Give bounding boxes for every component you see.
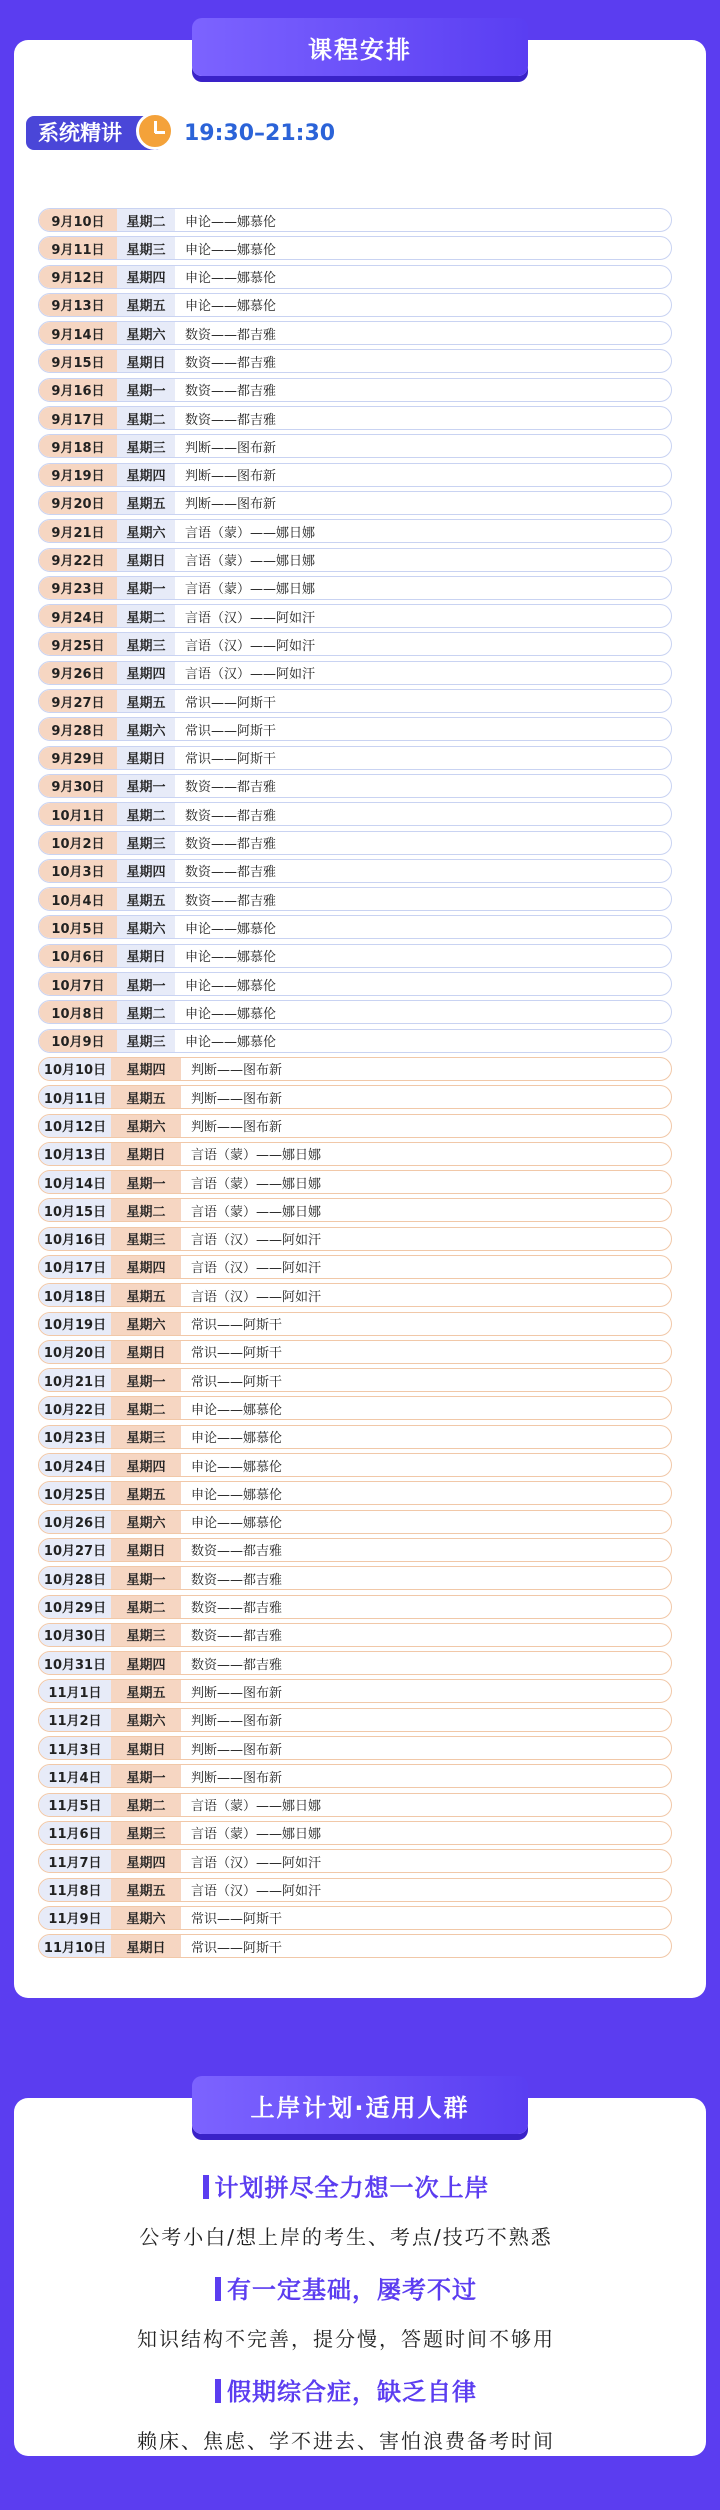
schedule-date: 9月26日 [39,662,117,684]
schedule-weekday: 星期五 [111,1284,181,1306]
schedule-course: 申论——娜慕伦 [191,1459,283,1475]
schedule-course: 言语（汉）——阿如汗 [185,667,316,683]
schedule-row [38,1085,672,1109]
schedule-date: 10月12日 [39,1115,111,1137]
schedule-row [38,944,672,968]
schedule-date: 10月1日 [39,803,117,825]
schedule-weekday: 星期四 [111,1850,181,1872]
schedule-weekday: 星期二 [111,1199,181,1221]
schedule-weekday: 星期日 [117,747,175,769]
schedule-course: 言语（汉）——阿如汗 [191,1855,322,1871]
schedule-row [38,576,672,600]
schedule-date: 9月21日 [39,520,117,542]
schedule-row [38,1708,672,1732]
schedule-date: 11月3日 [39,1737,111,1759]
schedule-course: 数资——都吉雅 [191,1629,283,1645]
schedule-course: 常识——阿斯干 [191,1940,283,1956]
schedule-row [38,1764,672,1788]
schedule-row [38,1368,672,1392]
schedule-date: 11月10日 [39,1935,111,1957]
schedule-weekday: 星期六 [117,322,175,344]
schedule-weekday: 星期一 [111,1171,181,1193]
schedule-weekday: 星期一 [111,1765,181,1787]
schedule-course: 常识——阿斯干 [191,1912,283,1928]
schedule-weekday: 星期六 [111,1511,181,1533]
schedule-course: 数资——都吉雅 [185,355,277,371]
schedule-course: 数资——都吉雅 [185,412,277,428]
schedule-course: 申论——娜慕伦 [191,1487,283,1503]
schedule-date: 10月30日 [39,1624,111,1646]
schedule-weekday: 星期五 [117,888,175,910]
schedule-date: 11月8日 [39,1879,111,1901]
schedule-weekday: 星期一 [111,1567,181,1589]
schedule-row [38,1029,672,1053]
schedule-weekday: 星期一 [117,577,175,599]
schedule-weekday: 星期六 [117,520,175,542]
schedule-row [38,1227,672,1251]
schedule-row [38,689,672,713]
schedule-course: 判断——图布新 [191,1091,283,1107]
schedule-row [38,859,672,883]
schedule-course: 言语（蒙）——娜日娜 [185,525,316,541]
schedule-course: 申论——娜慕伦 [185,1006,277,1022]
schedule-course: 数资——都吉雅 [185,780,277,796]
schedule-date: 10月29日 [39,1596,111,1618]
schedule-weekday: 星期日 [111,1143,181,1165]
schedule-row [38,1481,672,1505]
schedule-weekday: 星期五 [117,690,175,712]
audience-heading: 有一定基础，屡考不过 [227,2276,477,2304]
schedule-weekday: 星期日 [117,549,175,571]
schedule-date: 10月26日 [39,1511,111,1533]
schedule-course: 申论——娜慕伦 [185,214,277,230]
schedule-date: 10月24日 [39,1454,111,1476]
schedule-weekday: 星期三 [117,832,175,854]
audience-heading: 计划拼尽全力想一次上岸 [214,2174,490,2202]
schedule-date: 11月7日 [39,1850,111,1872]
schedule-date: 10月9日 [39,1030,117,1052]
schedule-course: 数资——都吉雅 [185,327,277,343]
schedule-date: 10月16日 [39,1228,111,1250]
audience-group [0,2372,692,2454]
schedule-date: 10月20日 [39,1341,111,1363]
schedule-row [38,1849,672,1873]
audience-title: 上岸计划·适用人群 [250,2093,470,2122]
schedule-list [38,208,672,1962]
schedule-course: 常识——阿斯干 [191,1318,283,1334]
schedule-row [38,378,672,402]
schedule-course: 常识——阿斯干 [185,695,277,711]
schedule-weekday: 星期一 [117,775,175,797]
schedule-weekday: 星期三 [111,1426,181,1448]
schedule-row [38,774,672,798]
schedule-course: 判断——图布新 [191,1120,283,1135]
schedule-course: 言语（汉）——阿如汗 [191,1261,322,1277]
schedule-weekday: 星期一 [117,973,175,995]
schedule-date: 9月12日 [39,266,117,288]
schedule-date: 10月14日 [39,1171,111,1193]
schedule-date: 10月13日 [39,1143,111,1165]
schedule-row [38,1396,672,1420]
schedule-date: 11月4日 [39,1765,111,1787]
audience-group [0,2270,692,2352]
schedule-date: 10月19日 [39,1313,111,1335]
audience-heading: 假期综合症，缺乏自律 [227,2378,477,2406]
schedule-weekday: 星期四 [117,266,175,288]
schedule-course: 申论——娜慕伦 [191,1516,283,1532]
schedule-course: 数资——都吉雅 [185,837,277,853]
schedule-row [38,548,672,572]
schedule-course: 数资——都吉雅 [185,808,277,824]
schedule-date: 9月28日 [39,718,117,740]
schedule-date: 10月27日 [39,1539,111,1561]
schedule-row [38,1623,672,1647]
session-label: 系统精讲 [38,121,122,145]
schedule-course: 数资——都吉雅 [191,1601,283,1617]
schedule-row [38,1821,672,1845]
schedule-date: 9月19日 [39,464,117,486]
schedule-course: 申论——娜慕伦 [185,978,277,994]
schedule-course: 判断——图布新 [191,1714,283,1730]
schedule-course: 言语（蒙）——娜日娜 [191,1204,322,1220]
schedule-date: 11月1日 [39,1680,111,1702]
schedule-weekday: 星期二 [117,605,175,627]
schedule-weekday: 星期三 [111,1624,181,1646]
schedule-row [38,1283,672,1307]
schedule-date: 9月15日 [39,350,117,372]
schedule-row [38,349,672,373]
schedule-weekday: 星期四 [111,1454,181,1476]
schedule-course: 申论——娜慕伦 [185,921,277,937]
schedule-row [38,1453,672,1477]
schedule-course: 判断——图布新 [191,1742,283,1758]
schedule-date: 10月22日 [39,1397,111,1419]
schedule-row [38,406,672,430]
schedule-date: 10月10日 [39,1058,111,1080]
schedule-date: 9月13日 [39,294,117,316]
audience-group [0,2168,692,2250]
schedule-date: 10月28日 [39,1567,111,1589]
schedule-course: 常识——阿斯干 [191,1346,283,1362]
schedule-course: 判断——图布新 [185,440,277,456]
schedule-weekday: 星期五 [111,1879,181,1901]
schedule-weekday: 星期二 [117,209,175,231]
schedule-course: 申论——娜慕伦 [185,950,277,966]
schedule-date: 9月24日 [39,605,117,627]
schedule-row [38,1170,672,1194]
schedule-weekday: 星期日 [117,945,175,967]
audience-text: 公考小白/想上岸的考生、考点/技巧不熟悉 [139,2225,553,2249]
schedule-date: 10月6日 [39,945,117,967]
schedule-course: 数资——都吉雅 [191,1572,283,1588]
schedule-row [38,831,672,855]
schedule-row [38,604,672,628]
schedule-row [38,1142,672,1166]
schedule-weekday: 星期五 [111,1680,181,1702]
schedule-date: 9月30日 [39,775,117,797]
schedule-date: 10月3日 [39,860,117,882]
schedule-date: 10月2日 [39,832,117,854]
schedule-date: 9月17日 [39,407,117,429]
schedule-row [38,1679,672,1703]
schedule-row [38,1793,672,1817]
schedule-course: 言语（汉）——阿如汗 [185,610,316,626]
schedule-date: 10月15日 [39,1199,111,1221]
schedule-row [38,632,672,656]
schedule-row [38,1425,672,1449]
schedule-course: 判断——图布新 [191,1063,283,1079]
session-label-tag [26,116,164,150]
schedule-course: 数资——都吉雅 [191,1544,283,1560]
schedule-weekday: 星期六 [111,1709,181,1731]
schedule-row [38,1510,672,1534]
schedule-row [38,1595,672,1619]
schedule-row [38,1114,672,1138]
schedule-row [38,915,672,939]
schedule-weekday: 星期日 [117,350,175,372]
schedule-course: 判断——图布新 [185,469,277,485]
schedule-date: 9月10日 [39,209,117,231]
schedule-row [38,293,672,317]
schedule-course: 判断——图布新 [185,497,277,513]
schedule-course: 数资——都吉雅 [191,1657,283,1673]
schedule-row [38,661,672,685]
schedule-course: 言语（蒙）——娜日娜 [191,1176,322,1192]
schedule-course: 言语（汉）——阿如汗 [191,1289,322,1305]
schedule-date: 11月9日 [39,1907,111,1929]
schedule-weekday: 星期五 [111,1086,181,1108]
schedule-row [38,321,672,345]
audience-text: 赖床、焦虑、学不进去、害怕浪费备考时间 [137,2429,555,2453]
schedule-row [38,887,672,911]
schedule-row [38,208,672,232]
schedule-course: 判断——图布新 [191,1685,283,1701]
schedule-date: 10月5日 [39,916,117,938]
schedule-date: 9月11日 [39,237,117,259]
schedule-course: 数资——都吉雅 [185,893,277,909]
schedule-course: 常识——阿斯干 [191,1374,283,1390]
schedule-weekday: 星期四 [117,662,175,684]
schedule-date: 9月16日 [39,379,117,401]
schedule-course: 申论——娜慕伦 [191,1431,283,1447]
schedule-weekday: 星期六 [117,718,175,740]
schedule-course: 言语（蒙）——娜日娜 [185,582,316,598]
schedule-course: 言语（汉）——阿如汗 [191,1884,322,1900]
schedule-weekday: 星期二 [111,1397,181,1419]
schedule-row [38,1255,672,1279]
schedule-weekday: 星期六 [111,1907,181,1929]
schedule-row [38,1312,672,1336]
bar-icon [215,2277,221,2301]
schedule-date: 11月6日 [39,1822,111,1844]
schedule-weekday: 星期四 [111,1652,181,1674]
schedule-weekday: 星期一 [111,1369,181,1391]
schedule-row [38,746,672,770]
schedule-course: 常识——阿斯干 [185,723,277,739]
schedule-row [38,1736,672,1760]
schedule-row [38,1566,672,1590]
bar-icon [203,2175,209,2199]
schedule-weekday: 星期四 [117,464,175,486]
schedule-weekday: 星期四 [111,1058,181,1080]
schedule-row [38,802,672,826]
schedule-weekday: 星期三 [117,1030,175,1052]
schedule-course: 言语（汉）——阿如汗 [191,1233,322,1249]
schedule-course: 常识——阿斯干 [185,752,277,768]
schedule-date: 9月22日 [39,549,117,571]
schedule-date: 9月29日 [39,747,117,769]
schedule-row [38,972,672,996]
schedule-course: 言语（蒙）——娜日娜 [191,1148,322,1164]
schedule-weekday: 星期日 [111,1737,181,1759]
schedule-weekday: 星期二 [117,407,175,429]
schedule-weekday: 星期五 [111,1482,181,1504]
schedule-title-banner [192,18,528,76]
audience-text: 知识结构不完善，提分慢，答题时间不够用 [137,2327,555,2351]
schedule-course: 言语（蒙）——娜日娜 [191,1827,322,1843]
schedule-row [38,1000,672,1024]
schedule-row [38,1651,672,1675]
schedule-date: 9月25日 [39,633,117,655]
schedule-row [38,1538,672,1562]
schedule-date: 10月11日 [39,1086,111,1108]
schedule-date: 10月23日 [39,1426,111,1448]
schedule-weekday: 星期一 [117,379,175,401]
schedule-course: 申论——娜慕伦 [185,299,277,315]
schedule-date: 10月8日 [39,1001,117,1023]
schedule-date: 9月18日 [39,435,117,457]
schedule-row [38,1198,672,1222]
schedule-row [38,717,672,741]
schedule-course: 言语（蒙）——娜日娜 [191,1799,322,1815]
schedule-row [38,1934,672,1958]
schedule-weekday: 星期三 [117,435,175,457]
schedule-title: 课程安排 [308,35,412,64]
schedule-course: 申论——娜慕伦 [191,1402,283,1418]
schedule-date: 10月4日 [39,888,117,910]
schedule-weekday: 星期日 [111,1341,181,1363]
schedule-weekday: 星期二 [111,1596,181,1618]
schedule-weekday: 星期五 [117,492,175,514]
schedule-weekday: 星期三 [117,633,175,655]
schedule-weekday: 星期二 [117,1001,175,1023]
schedule-course: 数资——都吉雅 [185,384,277,400]
schedule-course: 判断——图布新 [191,1770,283,1786]
schedule-weekday: 星期四 [111,1256,181,1278]
schedule-date: 9月14日 [39,322,117,344]
session-header [26,114,335,152]
schedule-course: 申论——娜慕伦 [185,242,277,258]
session-time: 19:30–21:30 [184,120,336,146]
audience-title-banner [192,2076,528,2134]
clock-icon [136,112,174,150]
schedule-weekday: 星期三 [117,237,175,259]
schedule-row [38,236,672,260]
schedule-course: 申论——娜慕伦 [185,271,277,287]
schedule-row [38,1057,672,1081]
schedule-date: 9月27日 [39,690,117,712]
schedule-row [38,519,672,543]
schedule-row [38,463,672,487]
schedule-course: 数资——都吉雅 [185,865,277,881]
schedule-weekday: 星期日 [111,1935,181,1957]
schedule-weekday: 星期三 [111,1822,181,1844]
schedule-row [38,1906,672,1930]
schedule-date: 10月31日 [39,1652,111,1674]
schedule-weekday: 星期四 [117,860,175,882]
schedule-weekday: 星期六 [111,1115,181,1137]
schedule-date: 10月25日 [39,1482,111,1504]
schedule-row [38,1340,672,1364]
schedule-row [38,265,672,289]
schedule-weekday: 星期五 [117,294,175,316]
bar-icon [215,2379,221,2403]
schedule-weekday: 星期六 [117,916,175,938]
schedule-weekday: 星期二 [117,803,175,825]
schedule-date: 10月18日 [39,1284,111,1306]
schedule-weekday: 星期二 [111,1794,181,1816]
schedule-weekday: 星期日 [111,1539,181,1561]
schedule-date: 10月21日 [39,1369,111,1391]
schedule-course: 言语（汉）——阿如汗 [185,638,316,654]
schedule-weekday: 星期六 [111,1313,181,1335]
schedule-course: 申论——娜慕伦 [185,1035,277,1051]
schedule-row [38,1878,672,1902]
schedule-date: 11月5日 [39,1794,111,1816]
schedule-course: 言语（蒙）——娜日娜 [185,554,316,570]
schedule-weekday: 星期三 [111,1228,181,1250]
schedule-date: 9月20日 [39,492,117,514]
schedule-date: 10月7日 [39,973,117,995]
schedule-date: 9月23日 [39,577,117,599]
schedule-date: 11月2日 [39,1709,111,1731]
schedule-date: 10月17日 [39,1256,111,1278]
schedule-row [38,434,672,458]
schedule-row [38,491,672,515]
